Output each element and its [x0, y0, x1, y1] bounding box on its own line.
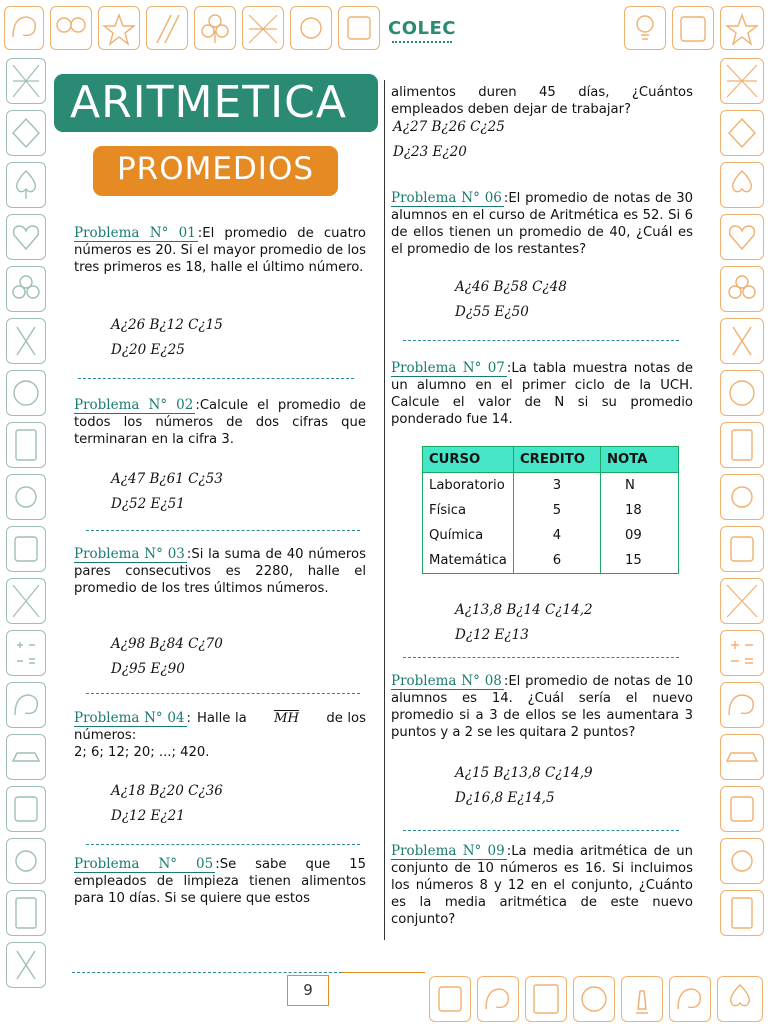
heart-icon [6, 214, 46, 260]
web-icon [720, 58, 764, 104]
table-row [423, 548, 679, 574]
table-cell: Laboratorio [423, 473, 514, 499]
problem-label: Problema N° 05 [74, 856, 214, 872]
table-cell: 15 [601, 548, 679, 574]
watch-icon [720, 838, 764, 884]
problem-text: alimentos duren 45 días, ¿Cuántos empleados deben dejar de trabajar? [391, 85, 693, 117]
brand-underline [392, 41, 452, 43]
brand-label: COLEC [388, 18, 456, 39]
watch-icon [720, 474, 764, 520]
problem-label: Problema N° 01 [74, 225, 196, 241]
smiley-icon [573, 976, 615, 1022]
car-icon [720, 734, 764, 780]
options-row: A¿15 B¿13,8 C¿14,9 [455, 765, 593, 781]
problem-text: El promedio de notas de 10 alumnos es 14. ¿Cuál sería el nuevo promedio si a 3 de ellos se les aumentara 3 puntos y a 2 se les quitara 2 puntos? [391, 674, 693, 740]
table-cell: 4 [514, 523, 601, 548]
options-row: D¿20 E¿25 [111, 342, 185, 358]
problem-05: Problema N° 05 :Se sabe que 15 empleados de limpieza tienen alimentos para 10 días. Si se quiere que estos [74, 856, 366, 906]
table-header: NOTA [601, 447, 679, 473]
watch-icon [6, 838, 46, 884]
calculator-icon [720, 422, 764, 468]
problem-09: Problema N° 09 :La media aritmética de un conjunto de 10 números es 16. Si incluimos los números 8 y 12 en el conjunto, ¿Cuánto es la media aritmética de este nuevo conjunto? [391, 843, 693, 927]
scissors-icon [6, 942, 46, 988]
table-row [423, 473, 679, 499]
options-row: A¿18 B¿20 C¿36 [111, 783, 223, 799]
table-row [423, 498, 679, 523]
chess-icon [621, 976, 663, 1022]
problem-text: Se sabe que 15 empleados de limpieza tienen alimentos para 10 días. Si se quiere que estos [74, 857, 366, 906]
heart-icon [720, 214, 764, 260]
options-row: A¿13,8 B¿14 C¿14,2 [455, 602, 593, 618]
problem-07: Problema N° 07 :La tabla muestra notas de un alumno en el primer ciclo de la UCH. Calcule el valor de N si su promedio ponderado fue 14. [391, 360, 693, 427]
spade-icon [6, 162, 46, 208]
calculator-icon [720, 890, 764, 936]
table-cell: Química [423, 523, 514, 548]
problem-label: Problema N° 06 [391, 190, 502, 206]
separator [403, 830, 679, 831]
problem-08-options [455, 761, 593, 811]
table-cell: 3 [514, 473, 601, 499]
club-icon [720, 266, 764, 312]
options-row: D¿12 E¿13 [455, 627, 529, 643]
table-cell: N [601, 473, 679, 499]
scissors-icon [720, 318, 764, 364]
problem-text: La tabla muestra notas de un alumno en el primer ciclo de la UCH. Calcule el valor de N si su promedio ponderado fue 14. [391, 361, 693, 427]
pencils-icon [146, 6, 188, 50]
problem-text: de los números: [74, 711, 366, 743]
options-row: A¿46 B¿58 C¿48 [455, 279, 567, 295]
problem-text: Halle la [196, 711, 247, 726]
problem-03: Problema N° 03 :Si la suma de 40 números pares consecutivos es 2280, halle el promedio de los tres últimos números. [74, 546, 366, 596]
separator [86, 530, 360, 531]
watch-icon [290, 6, 332, 50]
grades-table [422, 446, 679, 574]
options-row: A¿27 B¿26 C¿25 [393, 119, 505, 135]
stars-icon [98, 6, 140, 50]
options-row: D¿52 E¿51 [111, 496, 185, 512]
separator [86, 844, 360, 845]
problem-01-options [111, 313, 223, 363]
table-cell: 6 [514, 548, 601, 574]
club-icon [194, 6, 236, 50]
dice-icon [720, 526, 764, 572]
stars-icon [720, 6, 764, 50]
spiral-icon [669, 976, 711, 1022]
options-row: A¿47 B¿61 C¿53 [111, 471, 223, 487]
separator [86, 693, 360, 694]
page-number: 9 [287, 975, 329, 1006]
dice-icon [338, 6, 380, 50]
watch-icon [6, 474, 46, 520]
decorative-frame-left [0, 52, 50, 1024]
problem-text: Calcule el promedio de todos los números de dos cifras que terminaran en la cifra 3. [74, 398, 367, 447]
decorative-frame-top [0, 0, 768, 52]
calculator-icon [6, 422, 46, 468]
dice-icon [720, 786, 764, 832]
options-row: D¿95 E¿90 [111, 661, 185, 677]
dice-icon [6, 526, 46, 572]
table-cell: Física [423, 498, 514, 523]
problem-text: Si la suma de 40 números pares consecutivos es 2280, halle el promedio de los tres últimos números. [74, 547, 366, 596]
diamond-icon [6, 110, 46, 156]
sunglasses-icon [6, 370, 46, 416]
table-header-row [423, 447, 679, 473]
web-icon [720, 578, 764, 624]
separator [403, 340, 679, 341]
page-subtitle: PROMEDIOS [93, 146, 338, 196]
page-title: ARITMETICA [54, 74, 378, 132]
decorative-frame-right [716, 52, 768, 972]
math-operators-icon [720, 630, 764, 676]
problem-text: La media aritmética de un conjunto de 10 números es 16. Si incluimos los números 8 y 12 en el conjunto, ¿Cuánto es la media aritmética de este nuevo conjunto? [391, 844, 693, 927]
dice-icon [429, 976, 471, 1022]
club-icon [6, 266, 46, 312]
options-row: D¿23 E¿20 [393, 144, 467, 160]
table-header: CREDITO [514, 447, 601, 473]
spiral-icon [477, 976, 519, 1022]
options-row: D¿16,8 E¿14,5 [455, 790, 555, 806]
table-cell: Matemática [423, 548, 514, 574]
table-row [423, 523, 679, 548]
options-row: A¿26 B¿12 C¿15 [111, 317, 223, 333]
problem-06-options [455, 275, 567, 325]
problem-07-options [455, 598, 593, 648]
problem-08: Problema N° 08 :El promedio de notas de 10 alumnos es 14. ¿Cuál sería el nuevo promedio si a 3 de ellos se les aumentara 3 puntos y a 2 se les quitara 2 puntos? [391, 673, 693, 740]
faces-icon [50, 6, 92, 50]
dice-icon [6, 786, 46, 832]
problem-label: Problema N° 04 [74, 710, 185, 726]
dominoes-icon [525, 976, 567, 1022]
overline-term: $\overline{MH}$ [274, 711, 300, 726]
sunglasses-icon [720, 370, 764, 416]
problem-05-options [393, 115, 505, 165]
number-sequence: 2; 6; 12; 20; ...; 420. [74, 745, 210, 760]
problem-04-options [111, 779, 223, 829]
footer-rule [342, 972, 425, 973]
problem-label: Problema N° 09 [391, 843, 505, 859]
problem-label: Problema N° 08 [391, 673, 502, 689]
decorative-frame-bottom [425, 972, 768, 1024]
car-icon [6, 734, 46, 780]
problem-label: Problema N° 03 [74, 546, 185, 562]
diamond-icon [720, 110, 764, 156]
scissors-icon [6, 318, 46, 364]
options-row: D¿12 E¿21 [111, 808, 185, 824]
web-icon [242, 6, 284, 50]
problem-01: Problema N° 01 :El promedio de cuatro números es 20. Si el mayor promedio de los tres primeros es 18, halle el último número. [74, 225, 366, 275]
table-cell: 18 [601, 498, 679, 523]
math-operators-icon [6, 630, 46, 676]
problem-text: El promedio de notas de 30 alumnos en el curso de Aritmética es 52. Si 6 de ellos tienen un promedio de 40, ¿Cuál es el promedio de los restantes? [391, 191, 693, 257]
table-header: CURSO [423, 447, 514, 473]
spade-icon [717, 976, 763, 1022]
spade-icon [720, 162, 764, 208]
column-divider [384, 80, 385, 940]
problem-02-options [111, 467, 223, 517]
options-row: D¿55 E¿50 [455, 304, 529, 320]
problem-02: Problema N° 02 :Calcule el promedio de todos los números de dos cifras que terminaran en la cifra 3. [74, 397, 367, 447]
web-icon [6, 578, 46, 624]
separator [403, 657, 679, 658]
separator [78, 378, 354, 379]
footer-rule [72, 972, 342, 973]
web-icon [6, 58, 46, 104]
problem-03-options [111, 632, 223, 682]
spiral-icon [6, 682, 46, 728]
problem-04: Problema N° 04 : Halle la $\overline{MH}$ de los números: 2; 6; 12; 20; ...; 420. [74, 710, 366, 760]
problem-06: Problema N° 06 :El promedio de notas de 30 alumnos en el curso de Aritmética es 52. Si 6 de ellos tienen un promedio de 40, ¿Cuál es el promedio de los restantes? [391, 190, 693, 257]
problem-05-continued [391, 84, 693, 118]
table-cell: 09 [601, 523, 679, 548]
spiral-icon [4, 6, 44, 50]
table-cell: 5 [514, 498, 601, 523]
problem-label: Problema N° 02 [74, 397, 194, 413]
lightbulb-icon [624, 6, 666, 50]
problem-label: Problema N° 07 [391, 360, 505, 376]
calculator-icon [6, 890, 46, 936]
problem-text: El promedio de cuatro números es 20. Si el mayor promedio de los tres primeros es 18, halle el último número. [74, 226, 366, 275]
dice-icon [672, 6, 714, 50]
options-row: A¿98 B¿84 C¿70 [111, 636, 223, 652]
spiral-icon [720, 682, 764, 728]
